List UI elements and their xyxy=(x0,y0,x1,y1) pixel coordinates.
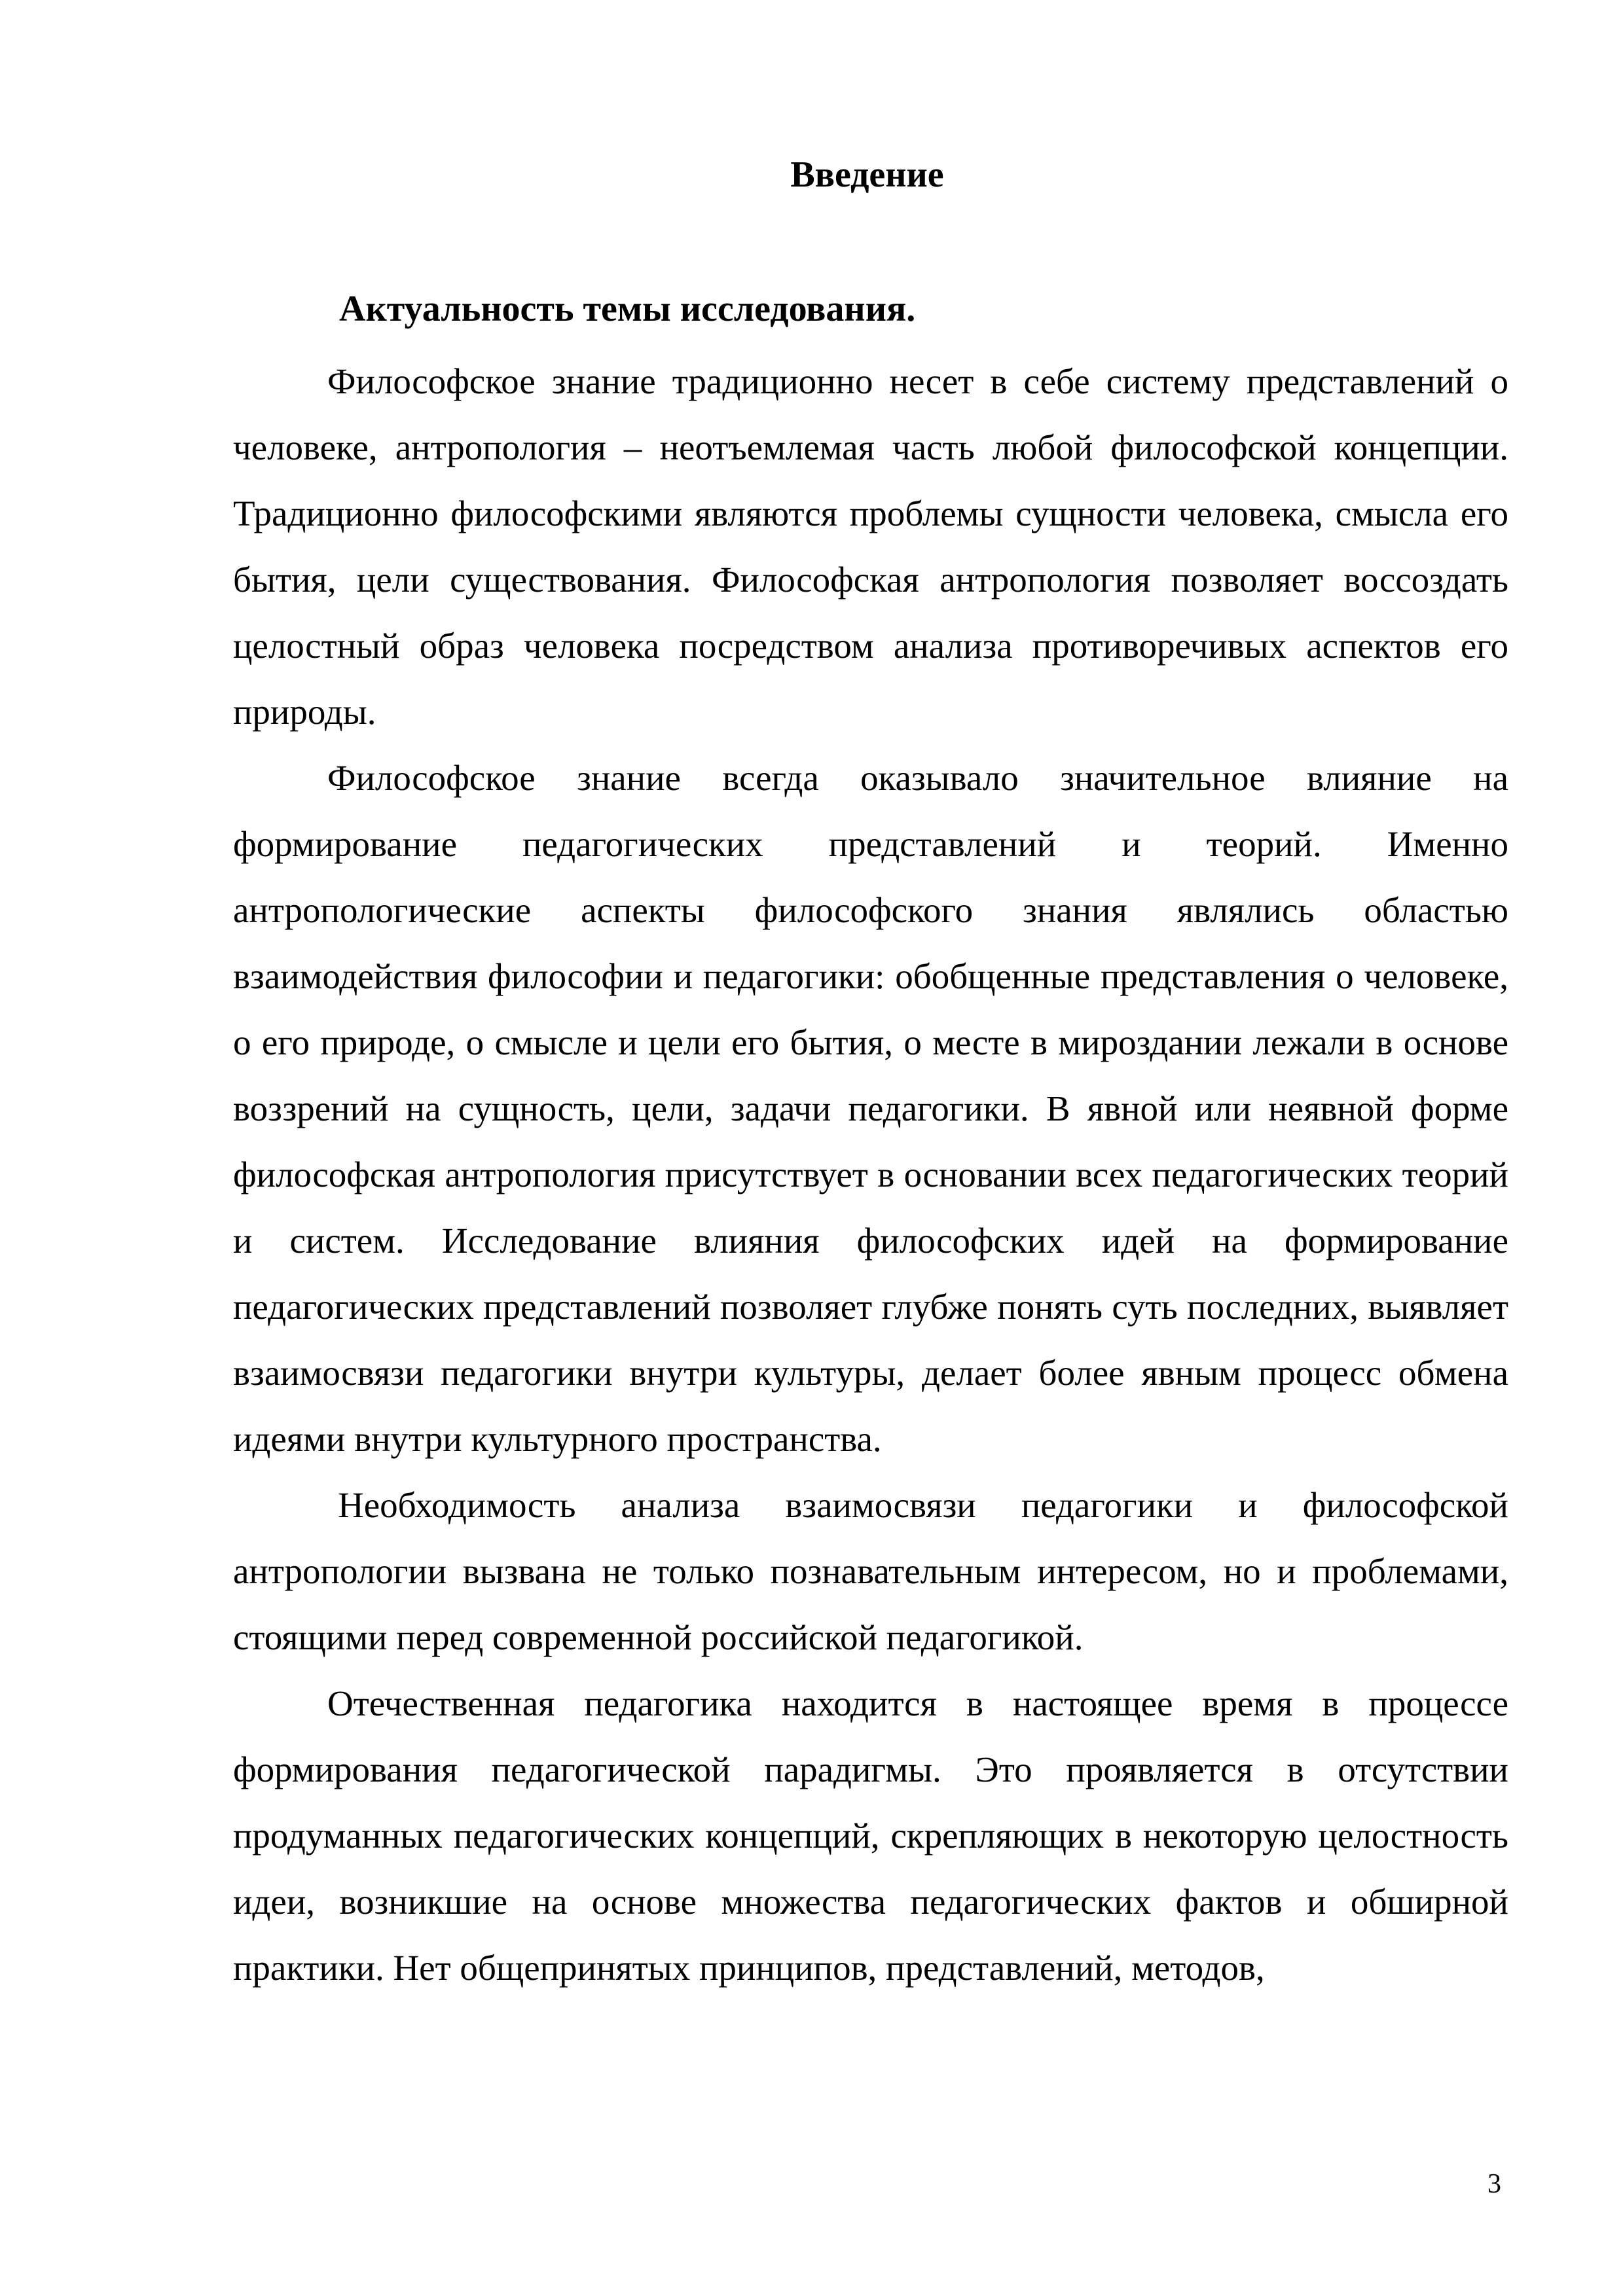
page-number: 3 xyxy=(1487,2169,1501,2199)
paragraph: Философское знание традиционно несет в себе систему представлений о человеке, антропология – неотъемлемая часть любой философской концепции. Традиционно философскими являются проблемы сущности человека, смысла его бытия, цели существования. Философская антропология позволяет воссоздать целостный образ человека посредством анализа противоречивых аспектов его природы. xyxy=(233,361,1508,732)
paragraph: Философское знание всегда оказывало значительное влияние на формирование педагогических представлений и теорий. Именно антропологические аспекты философского знания являлись областью взаимодействия философии и педагогики: обобщенные представления о человеке, о его природе, о смысле и цели его бытия, о месте в мироздании лежали в основе воззрений на сущность, цели, задачи педагогики. В явной или неявной форме философская антропология присутствует в основании всех педагогических теорий и систем. Исследование влияния философских идей на формирование педагогических представлений позволяет глубже понять суть последних, выявляет взаимосвязи педагогики внутри культуры, делает более явным процесс обмена идеями внутри культурного пространства. xyxy=(233,758,1508,1459)
page-title: Введение xyxy=(790,154,944,195)
body-text xyxy=(233,348,1508,2001)
section-heading: Актуальность темы исследования. xyxy=(339,289,916,329)
paragraph: Отечественная педагогика находится в настоящее время в процессе формирования педагогической парадигмы. Это проявляется в отсутствии продуманных педагогических концепций, скрепляющих в некоторую целостность идеи, возникшие на основе множества педагогических фактов и обширной практики. Нет общепринятых принципов, представлений, методов, xyxy=(233,1683,1508,1988)
paragraph: Необходимость анализа взаимосвязи педагогики и философской антропологии вызвана не только познавательным интересом, но и проблемами, стоящими перед современной российской педагогикой. xyxy=(233,1485,1508,1657)
